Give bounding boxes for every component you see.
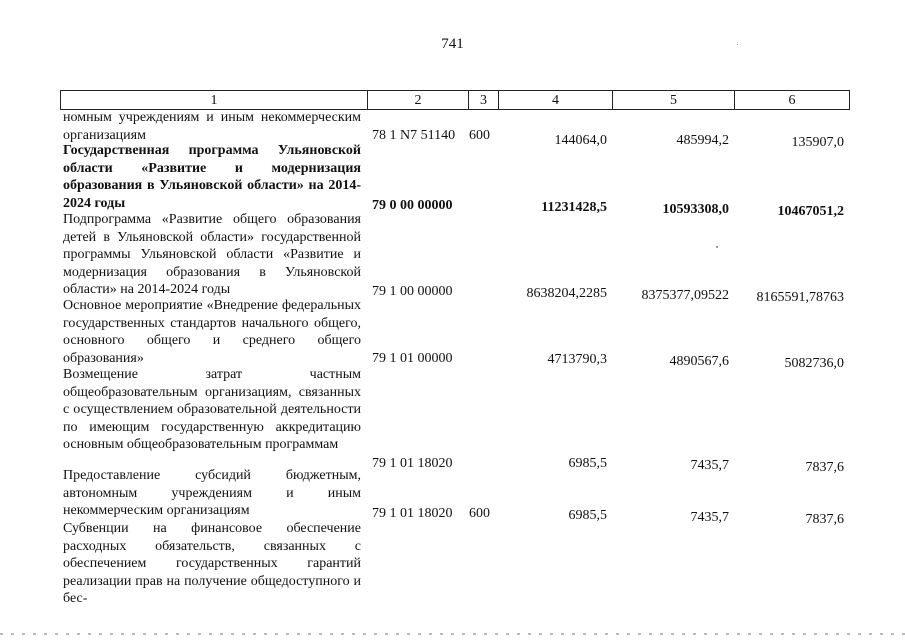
scan-speck (737, 44, 738, 45)
row-value-col6: 10467051,2 (777, 204, 844, 219)
row-description: Подпрограмма «Развитие общего образования детей в Ульяновской области» государственной программы Ульяновской области «Развитие и модернизация образования в Ульяновской области» на 2014-2024 годы (63, 212, 361, 297)
row-value-col4: 4713790,3 (547, 352, 607, 367)
row-description: Субвенции на финансовое обеспечение расходных обязательств, связанных с обеспечением государственных гарантий реализации прав на получение общедоступного и бес- (63, 521, 361, 606)
row-code: 79 0 00 00000 (372, 198, 453, 213)
row-description: Основное мероприятие «Внедрение федеральных государственных стандартов начального общего, основного общего и среднего общего образования» (63, 298, 361, 366)
scan-edge-artifact (0, 633, 905, 635)
row-expense-type: 600 (469, 128, 490, 143)
row-description: Возмещение затрат частным общеобразовательным организациям, связанных с осуществлением образовательной деятельности по имеющим государственную аккредитацию основным общеобразовательным программам (63, 367, 361, 452)
row-code: 79 1 00 00000 (372, 284, 453, 299)
row-code: 79 1 01 00000 (372, 351, 453, 366)
header-col-5: 5 (612, 91, 734, 109)
row-value-col6: 5082736,0 (784, 356, 844, 371)
row-description: Государственная программа Ульяновской области «Развитие и модернизация образования в Ульяновской области» на 2014-2024 годы (63, 143, 361, 211)
row-value-col5: 485994,2 (676, 133, 729, 148)
row-value-col4: 11231428,5 (541, 200, 607, 215)
row-code: 78 1 N7 51140 (372, 128, 456, 143)
row-expense-type: 600 (469, 506, 490, 521)
row-code: 79 1 01 18020 (372, 456, 453, 471)
row-value-col4: 8638204,2285 (526, 286, 607, 301)
header-col-4: 4 (498, 91, 612, 109)
row-value-col4: 6985,5 (568, 456, 607, 471)
header-col-2: 2 (367, 91, 468, 109)
row-value-col5: 4890567,6 (669, 354, 729, 369)
row-value-col6: 135907,0 (791, 135, 844, 150)
row-value-col4: 144064,0 (554, 133, 607, 148)
page-number: 741 (441, 36, 464, 52)
row-value-col6: 7837,6 (805, 512, 844, 527)
row-value-col4: 6985,5 (568, 508, 607, 523)
header-col-1: 1 (60, 91, 367, 109)
row-value-col5: 7435,7 (690, 458, 729, 473)
row-value-col6: 8165591,78763 (756, 290, 844, 305)
row-description: номным учреждениям и иным некоммерческим организациям (63, 110, 361, 143)
scan-speck (716, 246, 718, 248)
row-value-col5: 10593308,0 (662, 202, 729, 217)
row-value-col6: 7837,6 (805, 460, 844, 475)
row-value-col5: 7435,7 (690, 510, 729, 525)
row-code: 79 1 01 18020 (372, 506, 453, 521)
header-col-6: 6 (734, 91, 850, 109)
table-header (60, 90, 850, 110)
row-description: Предоставление субсидий бюджетным, автономным учреждениям и иным некоммерческим организациям (63, 468, 361, 518)
header-col-3: 3 (468, 91, 498, 109)
row-value-col5: 8375377,09522 (641, 288, 729, 303)
